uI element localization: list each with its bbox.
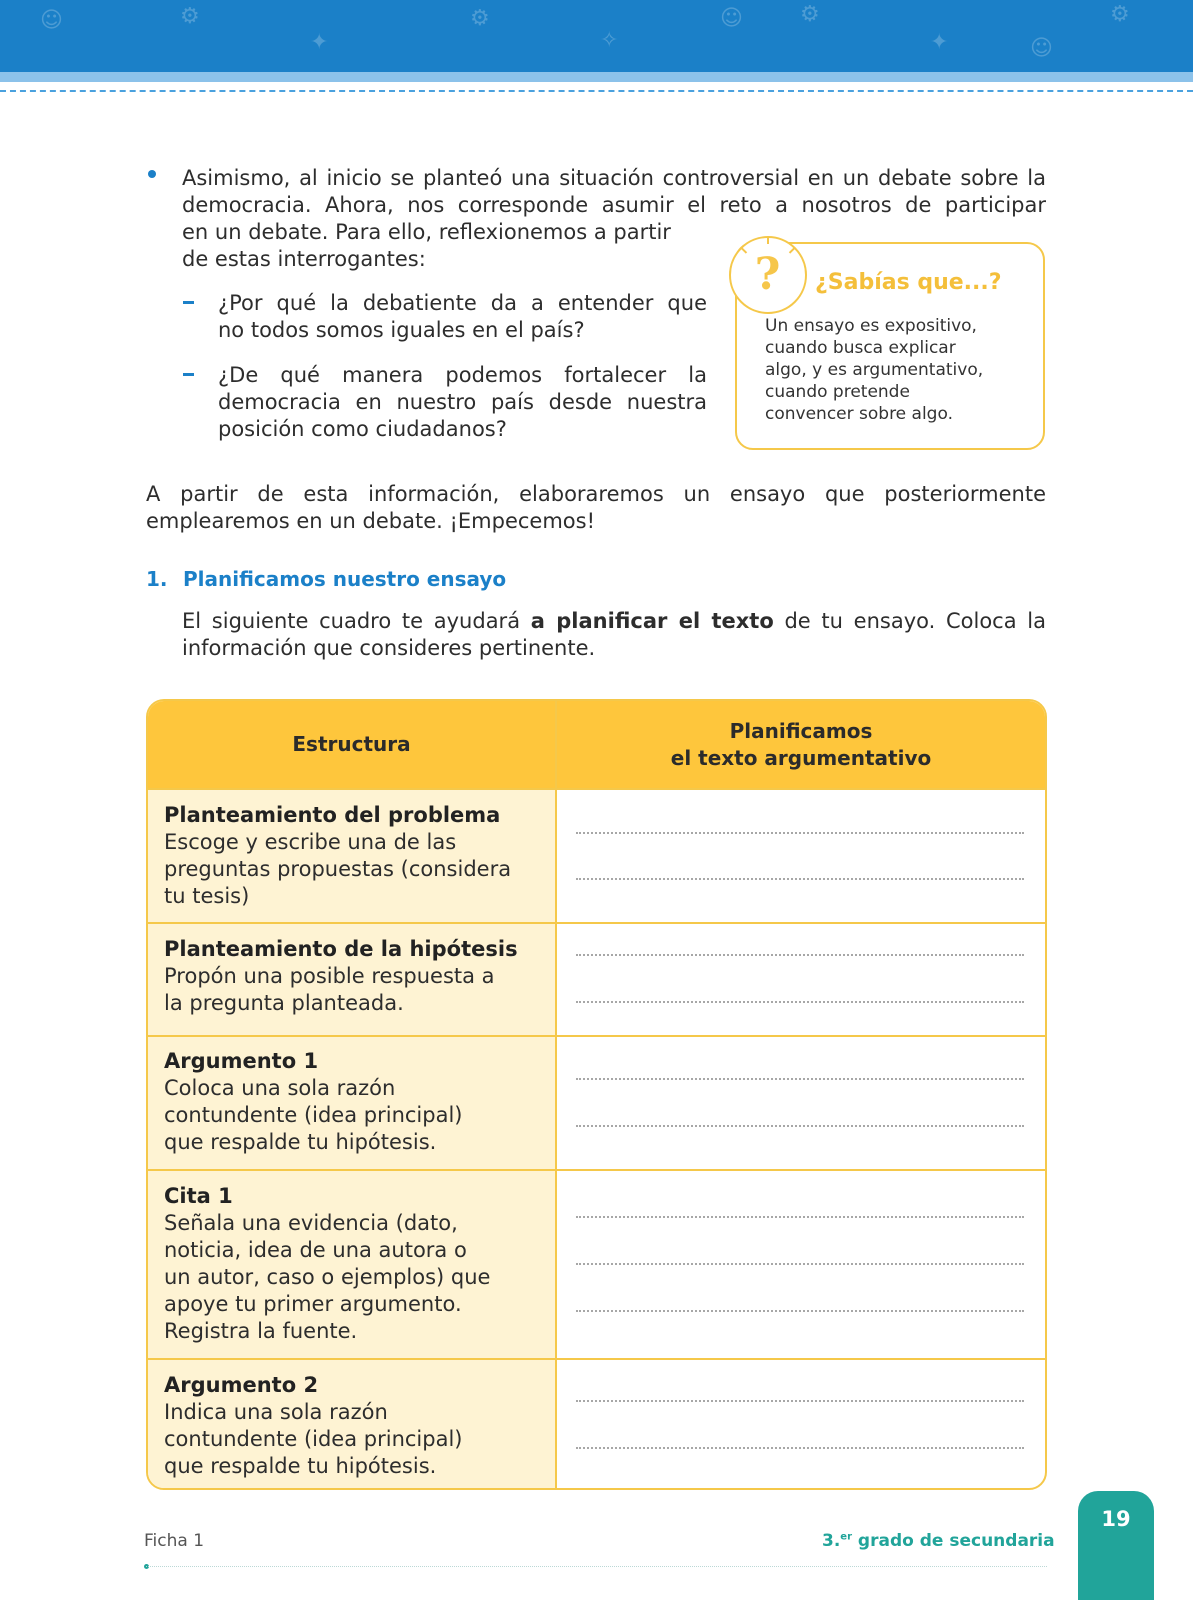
row-text: un autor, caso o ejemplos) que xyxy=(164,1265,491,1289)
intro-line-3: en un debate. Para ello, reflexionemos a partir xyxy=(182,220,671,244)
section-text-bold: a planificar el texto xyxy=(530,609,774,633)
question-1-line-1: ¿Por qué la debatiente da a entender que xyxy=(218,291,707,315)
table-row xyxy=(164,1372,549,1480)
row-title: Cita 1 xyxy=(164,1184,233,1208)
header-banner xyxy=(0,0,1193,72)
bulb-doodle-icon: ✦ xyxy=(310,30,329,55)
answer-line[interactable] xyxy=(576,1001,1024,1003)
section-text-part: El siguiente cuadro te ayudará xyxy=(182,609,531,633)
page-number: 19 xyxy=(1101,1507,1131,1531)
intro-line-2: democracia. Ahora, nos corresponde asumir el reto a nosotros de participar xyxy=(182,193,1046,217)
table-row xyxy=(164,1183,549,1345)
star-doodle-icon: ✧ xyxy=(600,28,619,53)
answer-line[interactable] xyxy=(576,878,1024,880)
dash-icon xyxy=(183,301,194,304)
conclusion-line-1: A partir de esta información, elaboraremos un ensayo que posteriormente xyxy=(146,482,1046,506)
dash-icon xyxy=(183,373,194,376)
answer-line[interactable] xyxy=(576,1447,1024,1449)
header-planificamos-line: Planificamos xyxy=(729,718,873,743)
row-text: Señala una evidencia (dato, xyxy=(164,1211,458,1235)
section-title: Planificamos nuestro ensayo xyxy=(183,567,507,591)
did-you-know-line: convencer sobre algo. xyxy=(765,404,953,424)
row-divider xyxy=(148,788,1045,790)
answer-line[interactable] xyxy=(576,954,1024,956)
answer-line[interactable] xyxy=(576,1400,1024,1402)
table-row xyxy=(164,936,549,1017)
row-divider xyxy=(148,1035,1045,1037)
gear-doodle-icon: ⚙ xyxy=(800,2,820,27)
did-you-know-line: Un ensayo es expositivo, xyxy=(765,316,977,336)
footer-line xyxy=(146,1566,1047,1567)
header-estructura: Estructura xyxy=(292,732,411,756)
smiley-doodle-icon: ☺ xyxy=(1030,36,1053,61)
row-text: Propón una posible respuesta a xyxy=(164,964,495,988)
answer-line[interactable] xyxy=(576,832,1024,834)
question-2-line-1: ¿De qué manera podemos fortalecer la xyxy=(218,363,707,387)
did-you-know-line: cuando busca explicar xyxy=(765,338,956,358)
did-you-know-text xyxy=(765,315,1025,425)
answer-line[interactable] xyxy=(576,1216,1024,1218)
row-text: preguntas propuestas (considera xyxy=(164,857,512,881)
answer-line[interactable] xyxy=(576,1078,1024,1080)
gear-doodle-icon: ⚙ xyxy=(1110,2,1130,27)
gear-doodle-icon: ⚙ xyxy=(470,6,490,31)
row-text: que respalde tu hipótesis. xyxy=(164,1130,437,1154)
question-2-line-3: posición como ciudadanos? xyxy=(218,417,507,441)
row-text: Indica una sola razón xyxy=(164,1400,388,1424)
section-text-part: de tu ensayo. Coloca la xyxy=(773,609,1046,633)
row-text: contundente (idea principal) xyxy=(164,1427,463,1451)
row-text: Escoge y escribe una de las xyxy=(164,830,457,854)
table-column-divider xyxy=(555,701,557,1488)
answer-line[interactable] xyxy=(576,1125,1024,1127)
question-1-line-2: no todos somos iguales en el país? xyxy=(218,318,585,342)
answer-line[interactable] xyxy=(576,1263,1024,1265)
row-title: Argumento 2 xyxy=(164,1373,319,1397)
section-text-line-2: información que consideres pertinente. xyxy=(182,636,596,660)
conclusion-line-2: emplearemos en un debate. ¡Empecemos! xyxy=(146,509,596,533)
did-you-know-title: ¿Sabías que...? xyxy=(815,270,1002,295)
row-divider xyxy=(148,1169,1045,1171)
star-doodle-icon: ✦ xyxy=(930,30,949,55)
intro-line-1: Asimismo, al inicio se planteó una situación controversial en un debate sobre la xyxy=(182,166,1046,190)
answer-line[interactable] xyxy=(576,1310,1024,1312)
row-text: Coloca una sola razón xyxy=(164,1076,396,1100)
row-divider xyxy=(148,1358,1045,1360)
row-divider xyxy=(148,922,1045,924)
table-row xyxy=(164,802,549,910)
row-title: Planteamiento del problema xyxy=(164,803,501,827)
footer-grade xyxy=(822,1531,1055,1551)
section-heading xyxy=(146,567,506,591)
bullet-icon xyxy=(148,170,156,178)
smiley-doodle-icon: ☺ xyxy=(40,8,63,33)
table-row xyxy=(164,1048,549,1156)
row-title: Argumento 1 xyxy=(164,1049,319,1073)
row-text: Registra la fuente. xyxy=(164,1319,358,1343)
header-planificamos xyxy=(558,701,1044,788)
row-text: noticia, idea de una autora o xyxy=(164,1238,467,1262)
banner-strip xyxy=(0,72,1193,82)
row-text: contundente (idea principal) xyxy=(164,1103,463,1127)
row-title: Planteamiento de la hipótesis xyxy=(164,937,518,961)
question-mark-icon: ? xyxy=(754,249,781,300)
intro-line-4: de estas interrogantes: xyxy=(182,247,426,271)
gear-doodle-icon: ⚙ xyxy=(180,4,200,29)
smiley-doodle-icon: ☺ xyxy=(720,6,743,31)
question-mark-badge xyxy=(729,236,807,314)
grade-number: 3. xyxy=(822,1531,841,1551)
row-text: tu tesis) xyxy=(164,884,250,908)
section-text-line-1 xyxy=(182,608,1046,635)
page-number-tab xyxy=(1078,1491,1154,1600)
header-planificamos-line: el texto argumentativo xyxy=(670,745,932,770)
banner-dashed-line xyxy=(0,90,1193,92)
row-text: la pregunta planteada. xyxy=(164,991,404,1015)
did-you-know-line: algo, y es argumentativo, xyxy=(765,360,984,380)
grade-text: grado de secundaria xyxy=(852,1531,1055,1551)
did-you-know-line: cuando pretende xyxy=(765,382,910,402)
footer-ficha: Ficha 1 xyxy=(144,1531,205,1551)
question-2-line-2: democracia en nuestro país desde nuestra xyxy=(218,390,707,414)
section-number: 1. xyxy=(146,567,168,591)
row-text: que respalde tu hipótesis. xyxy=(164,1454,437,1478)
row-text: apoye tu primer argumento. xyxy=(164,1292,462,1316)
ray-icon xyxy=(767,237,769,244)
grade-superscript: er xyxy=(840,1531,853,1543)
planning-table xyxy=(146,699,1047,1490)
